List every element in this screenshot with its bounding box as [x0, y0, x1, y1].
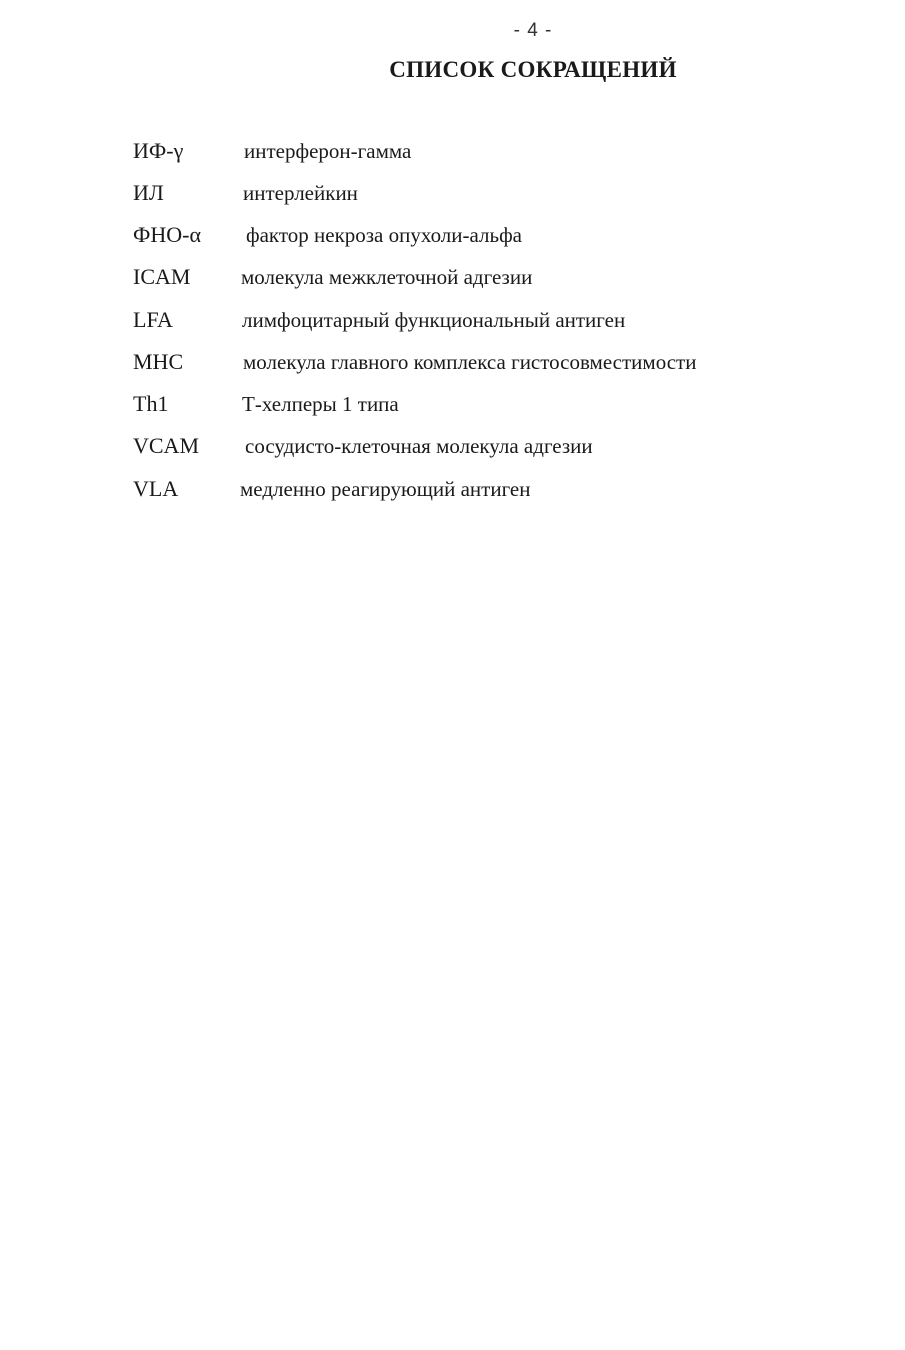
abbreviation-definition: лимфоцитарный функциональный антиген: [242, 308, 626, 332]
abbreviation-term: Th1: [133, 391, 169, 416]
abbreviation-row: [0, 178, 905, 212]
abbreviation-definition: интерферон-гамма: [244, 139, 412, 163]
abbreviation-definition: медленно реагирующий антиген: [240, 477, 531, 501]
abbreviation-term: VLA: [133, 476, 179, 501]
abbreviation-list: [0, 0, 905, 600]
page-number: - 4 -: [513, 20, 553, 41]
abbreviation-row: [0, 431, 905, 465]
abbreviation-definition: Т-хелперы 1 типа: [242, 392, 399, 416]
abbreviation-row: [0, 262, 905, 296]
abbreviation-definition: фактор некроза опухоли-альфа: [246, 223, 522, 247]
abbreviation-term: MHC: [133, 349, 184, 374]
abbreviation-definition: молекула главного комплекса гистосовместимости: [243, 350, 697, 374]
abbreviation-term: VCAM: [133, 433, 200, 458]
page-title: СПИСОК СОКРАЩЕНИЙ: [389, 57, 677, 82]
abbreviation-term: ФНО-α: [133, 222, 202, 247]
abbreviation-term: ИФ-γ: [133, 138, 184, 163]
abbreviation-row: [0, 136, 905, 170]
abbreviation-term: LFA: [133, 307, 173, 332]
abbreviation-definition: сосудисто-клеточная молекула адгезии: [245, 434, 593, 458]
abbreviation-row: [0, 389, 905, 423]
abbreviation-row: [0, 347, 905, 381]
abbreviation-definition: интерлейкин: [243, 181, 358, 205]
abbreviation-definition: молекула межклеточной адгезии: [241, 265, 533, 289]
abbreviation-row: [0, 220, 905, 254]
abbreviation-row: [0, 474, 905, 508]
abbreviation-row: [0, 305, 905, 339]
abbreviation-term: ICAM: [133, 264, 191, 289]
abbreviation-term: ИЛ: [133, 180, 164, 205]
